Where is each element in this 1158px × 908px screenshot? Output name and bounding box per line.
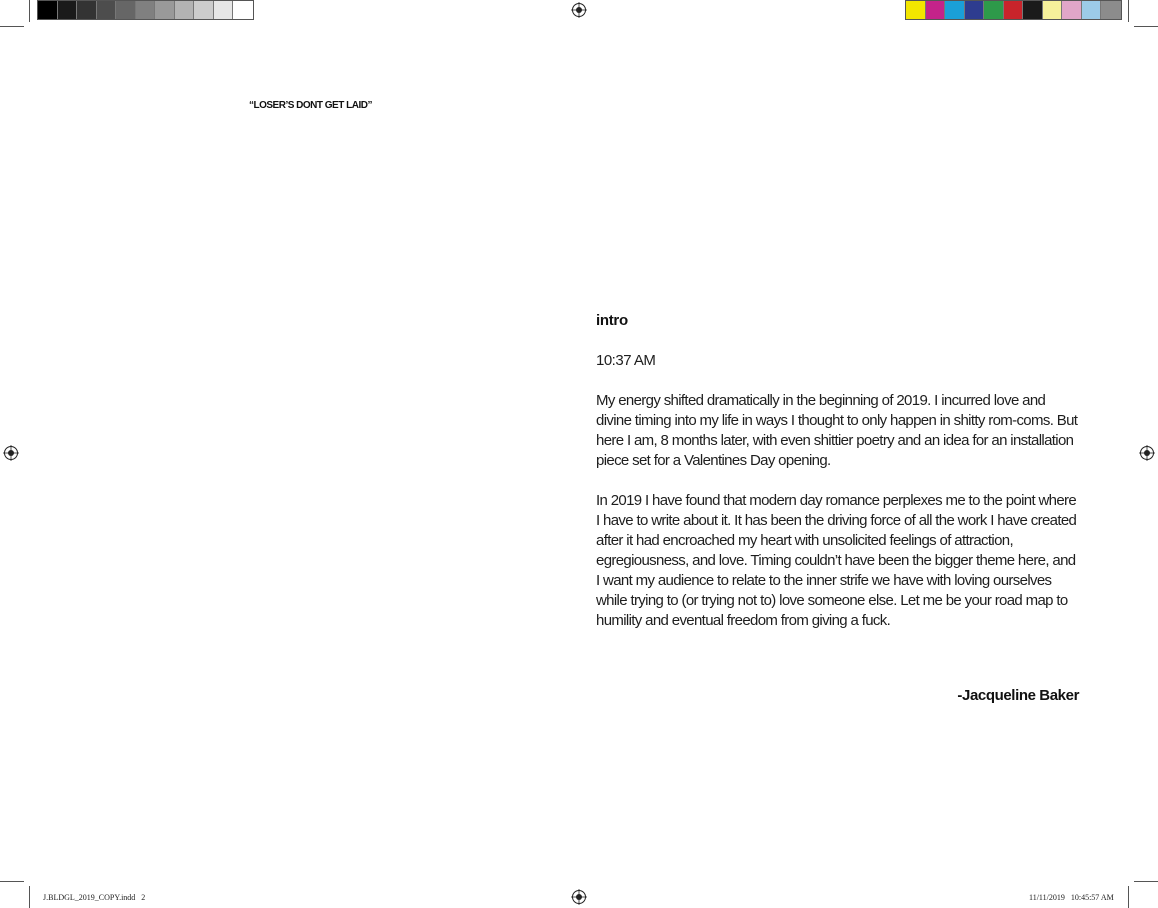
color-swatch: [926, 1, 946, 19]
color-swatch: [984, 1, 1004, 19]
process-color-bar: [905, 0, 1122, 20]
crop-mark-top-left-v: [29, 0, 30, 22]
color-swatch: [1082, 1, 1102, 19]
registration-mark-icon: [3, 445, 19, 461]
slug-filename: J.BLDGL_2019_COPY.indd 2: [43, 893, 146, 902]
registration-mark-icon: [571, 2, 587, 18]
color-swatch: [1023, 1, 1043, 19]
color-swatch: [58, 1, 78, 19]
color-swatch: [38, 1, 58, 19]
crop-mark-top-left-h: [0, 26, 24, 27]
color-swatch: [1101, 1, 1121, 19]
intro-time: 10:37 AM: [596, 352, 656, 369]
color-swatch: [1004, 1, 1024, 19]
color-swatch: [233, 1, 253, 19]
color-swatch: [77, 1, 97, 19]
crop-mark-bottom-left-v: [29, 886, 30, 908]
intro-paragraph-1: My energy shifted dramatically in the beginning of 2019. I incurred love and divine timing into my life in ways I thought to only happen in shitty rom-coms. But here I am, 8 months later, with even shittier poetry and an idea for an installation piece set for a Valentines Day opening.: [596, 392, 1078, 469]
grayscale-color-bar: [37, 0, 254, 20]
crop-mark-bottom-left-h: [0, 881, 24, 882]
color-swatch: [175, 1, 195, 19]
crop-mark-top-right-v: [1128, 0, 1129, 22]
color-swatch: [1043, 1, 1063, 19]
registration-mark-icon: [1139, 445, 1155, 461]
color-swatch: [906, 1, 926, 19]
intro-heading: intro: [596, 312, 628, 329]
intro-paragraph-2: In 2019 I have found that modern day romance perplexes me to the point where I have to write about it. It has been the driving force of all the work I have created after it had encroached my heart with unsolicited feelings of attraction, egregiousness, and love. Timing couldn’t have been the bigger theme here, and I want my audience to relate to the inner strife we have with loving ourselves while trying to (or trying not to) love someone else. Let me be your road map to humility and eventual freedom from giving a fuck.: [596, 492, 1077, 629]
author-signature: -Jacqueline Baker: [957, 687, 1079, 704]
slug-datetime: 11/11/2019 10:45:57 AM: [1029, 893, 1114, 902]
color-swatch: [116, 1, 136, 19]
color-swatch: [136, 1, 156, 19]
color-swatch: [155, 1, 175, 19]
crop-mark-bottom-right-v: [1128, 886, 1129, 908]
color-swatch: [965, 1, 985, 19]
color-swatch: [97, 1, 117, 19]
color-swatch: [1062, 1, 1082, 19]
crop-mark-top-right-h: [1134, 26, 1158, 27]
color-swatch: [945, 1, 965, 19]
crop-mark-bottom-right-h: [1134, 881, 1158, 882]
running-head: “LOSER’S DONT GET LAID”: [249, 100, 372, 111]
color-swatch: [194, 1, 214, 19]
registration-mark-icon: [571, 889, 587, 905]
color-swatch: [214, 1, 234, 19]
